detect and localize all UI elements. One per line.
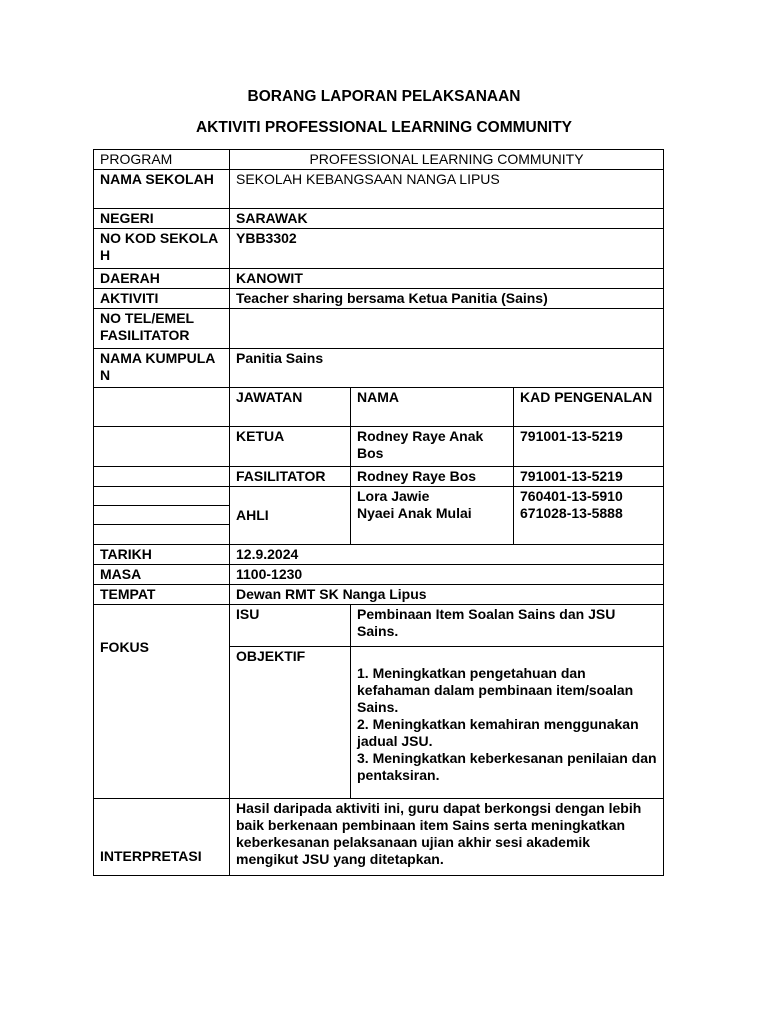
value-tempat: Dewan RMT SK Nanga Lipus [230, 585, 664, 605]
ahli-blank-cell-2 [94, 506, 230, 525]
nama-ahli-1: Lora Jawie [357, 488, 430, 504]
label-daerah: DAERAH [94, 269, 230, 289]
row-nama-sekolah [94, 170, 664, 209]
row-members-header [94, 388, 664, 427]
row-no-kod-sekolah [94, 229, 664, 269]
kad-fasilitator: 791001-13-5219 [514, 467, 664, 487]
row-ketua [94, 427, 664, 467]
row-tempat [94, 585, 664, 605]
value-aktiviti: Teacher sharing bersama Ketua Panitia (Sains) [230, 289, 664, 309]
label-objektif: OBJEKTIF [230, 647, 351, 799]
objektif-item-3: 3. Meningkatkan keberkesanan penilaian dan pentaksiran. [357, 750, 657, 783]
label-no-kod-sekolah: NO KOD SEKOLAH [94, 229, 230, 269]
value-objektif [351, 647, 664, 799]
row-aktiviti [94, 289, 664, 309]
row-tarikh [94, 545, 664, 565]
row-nama-kumpulan [94, 349, 664, 388]
row-no-tel [94, 309, 664, 349]
kad-ahli-2: 671028-13-5888 [520, 505, 623, 521]
ketua-blank-cell [94, 427, 230, 467]
label-negeri: NEGERI [94, 209, 230, 229]
header-kad: KAD PENGENALAN [514, 388, 664, 427]
value-masa: 1100-1230 [230, 565, 664, 585]
fasilitator-blank-cell [94, 467, 230, 487]
label-no-tel: NO TEL/EMEL FASILITATOR [94, 309, 230, 349]
row-ahli-1 [94, 487, 664, 506]
label-program: PROGRAM [94, 150, 230, 170]
form-title: BORANG LAPORAN PELAKSANAAN [247, 88, 521, 105]
label-nama-sekolah: NAMA SEKOLAH [94, 170, 230, 209]
jawatan-ahli: AHLI [230, 487, 351, 545]
objektif-item-1: 1. Meningkatkan pengetahuan dan kefahaman dalam pembinaan item/soalan Sains. [357, 665, 634, 715]
value-interpretasi: Hasil daripada aktiviti ini, guru dapat berkongsi dengan lebih baik berkenaan pembinaan item Sains serta meningkatkan keberkesanan pelaksanaan ujian akhir sesi akademik mengikut JSU yang ditetapkan. [230, 799, 664, 876]
label-tempat: TEMPAT [94, 585, 230, 605]
kad-ketua: 791001-13-5219 [514, 427, 664, 467]
value-negeri: SARAWAK [230, 209, 664, 229]
nama-ahli-2: Nyaei Anak Mulai [357, 505, 472, 521]
header-jawatan: JAWATAN [230, 388, 351, 427]
nama-fasilitator: Rodney Raye Bos [351, 467, 514, 487]
row-interpretasi [94, 799, 664, 876]
value-program: PROFESSIONAL LEARNING COMMUNITY [230, 150, 664, 170]
value-no-kod-sekolah: YBB3302 [230, 229, 664, 269]
label-interpretasi: INTERPRETASI [94, 799, 230, 876]
row-fokus-isu [94, 605, 664, 647]
members-blank-cell [94, 388, 230, 427]
value-daerah: KANOWIT [230, 269, 664, 289]
value-nama-sekolah: SEKOLAH KEBANGSAAN NANGA LIPUS [230, 170, 664, 209]
header-nama: NAMA [351, 388, 514, 427]
value-isu: Pembinaan Item Soalan Sains dan JSU Sains. [351, 605, 664, 647]
kad-ahli-1: 760401-13-5910 [520, 488, 623, 504]
report-form-table [93, 149, 664, 876]
jawatan-ketua: KETUA [230, 427, 351, 467]
objektif-item-2: 2. Meningkatkan kemahiran menggunakan jadual JSU. [357, 716, 639, 749]
nama-ketua: Rodney Raye Anak Bos [351, 427, 514, 467]
ahli-blank-cell-3 [94, 525, 230, 545]
label-isu: ISU [230, 605, 351, 647]
form-subtitle: AKTIVITI PROFESSIONAL LEARNING COMMUNITY [195, 119, 573, 136]
row-program [94, 150, 664, 170]
value-no-tel [230, 309, 664, 349]
objektif-list [357, 665, 657, 784]
label-masa: MASA [94, 565, 230, 585]
kad-ahli [514, 487, 664, 545]
nama-ahli [351, 487, 514, 545]
row-fasilitator [94, 467, 664, 487]
value-nama-kumpulan: Panitia Sains [230, 349, 664, 388]
row-negeri [94, 209, 664, 229]
label-aktiviti: AKTIVITI [94, 289, 230, 309]
ahli-blank-cell-1 [94, 487, 230, 506]
row-masa [94, 565, 664, 585]
jawatan-fasilitator: FASILITATOR [230, 467, 351, 487]
label-fokus: FOKUS [94, 605, 230, 799]
row-daerah [94, 269, 664, 289]
value-tarikh: 12.9.2024 [230, 545, 664, 565]
label-tarikh: TARIKH [94, 545, 230, 565]
label-nama-kumpulan: NAMA KUMPULAN [94, 349, 230, 388]
